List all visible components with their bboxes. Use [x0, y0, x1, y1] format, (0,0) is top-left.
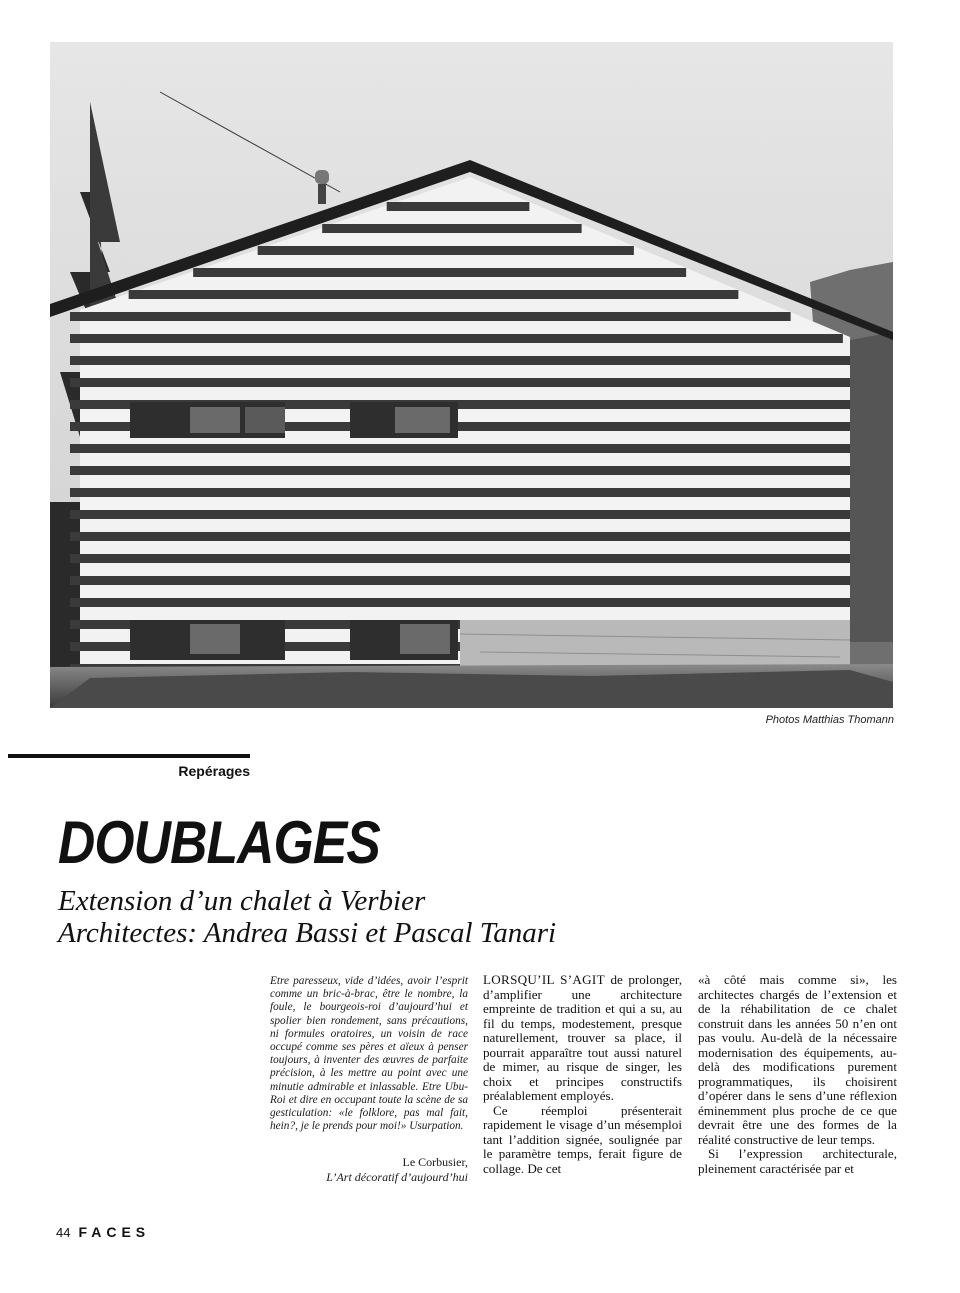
facade-board-shadow: [70, 598, 850, 607]
body-column-2: [698, 973, 897, 1176]
facade-board-shadow: [70, 466, 850, 475]
facade-board-shadow: [70, 312, 791, 321]
facade-board-shadow: [70, 488, 850, 497]
chalet-photo: [50, 42, 893, 708]
section-rule: [8, 754, 250, 758]
facade-board-shadow: [129, 290, 739, 299]
facade-board-shadow: [193, 268, 686, 277]
article-subtitle: [58, 885, 556, 949]
epigraph-attribution: [268, 1155, 468, 1185]
body-paragraph: Ce réemploi présenterait rapidement le visage d’un mésemploi tant l’addition signée, soulignée par le paramètre temps, ferait figure de collage. De cet: [483, 1102, 682, 1176]
epigraph-quote: Etre paresseux, vide d’idées, avoir l’esprit comme un bric-à-brac, être le nombre, la foule, le bourgeois-roi d’aujourd’hui et spolier bien rondement, sans précautions, ni formules oratoires, un voisin de race occupé comme ses pères et aïeux à penser toujours, à inventer des œuvres de parfaite précision, à les mettre au point avec une minutie admirable et inlassable. Etre Ubu-Roi et dire en occupant toute la scène de sa gesticulation: «le folklore, pas mal fait, hein?, je le prends pour moi!» Usurpation.: [270, 975, 468, 1133]
section-rubric: Repérages: [178, 763, 250, 779]
subtitle-line-project: Extension d’un chalet à Verbier: [58, 885, 426, 917]
facade-board-shadow: [322, 224, 581, 233]
body-paragraph: [483, 973, 682, 1104]
facade-board-shadow: [70, 576, 850, 585]
facade-board-shadow: [70, 356, 850, 365]
lead-in: LORSQU’IL S’AGIT: [483, 972, 605, 987]
article-headline: DOUBLAGES: [58, 809, 380, 876]
page-folio: [56, 1224, 150, 1240]
epigraph-source: L’Art décoratif d’aujourd’hui: [326, 1170, 468, 1184]
chalet-facade-photo: [50, 42, 893, 708]
facade-board-shadow: [70, 510, 850, 519]
facade-board-shadow: [387, 202, 530, 211]
facade-board-shadow: [258, 246, 634, 255]
photo-credit: Photos Matthias Thomann: [765, 714, 894, 726]
facade-board-shadow: [70, 378, 850, 387]
page-number: 44: [56, 1225, 71, 1240]
body-paragraph: Si l’expression architecturale, pleinement caractérisée par et: [698, 1146, 897, 1176]
epigraph-author: Le Corbusier,: [402, 1155, 468, 1169]
facade-board-shadow: [70, 532, 850, 541]
body-paragraph: «à côté mais comme si», les architectes chargés de l’extension et de la réhabilitation de ce chalet construit dans les années 50 n’en ont pas voulu. Au-delà de la nécessaire modernisation des équipements, au-delà des modifications purement programmatiques, ils choisirent d’opérer dans le sens d’une réflexion éminemment plus proche de ce que devrait être une des formes de la réalité constructive de leur temps.: [698, 972, 897, 1147]
body-column-1: [483, 973, 682, 1176]
paragraph-text: de prolonger, d’amplifier une architecture empreinte de tradition et qui a su, au fil du temps, modestement, presque naturellement, trouver sa place, il pourrait apparaître tout aussi naturel de mimer, au risque de singer, les choix et principes constructifs préalablement employés.: [483, 972, 683, 1103]
subtitle-line-architects: Architectes: Andrea Bassi et Pascal Tanari: [58, 917, 557, 949]
facade-board-shadow: [70, 554, 850, 563]
facade-board-shadow: [70, 334, 843, 343]
facade-board-shadow: [70, 444, 850, 453]
magazine-name: FACES: [78, 1224, 151, 1240]
